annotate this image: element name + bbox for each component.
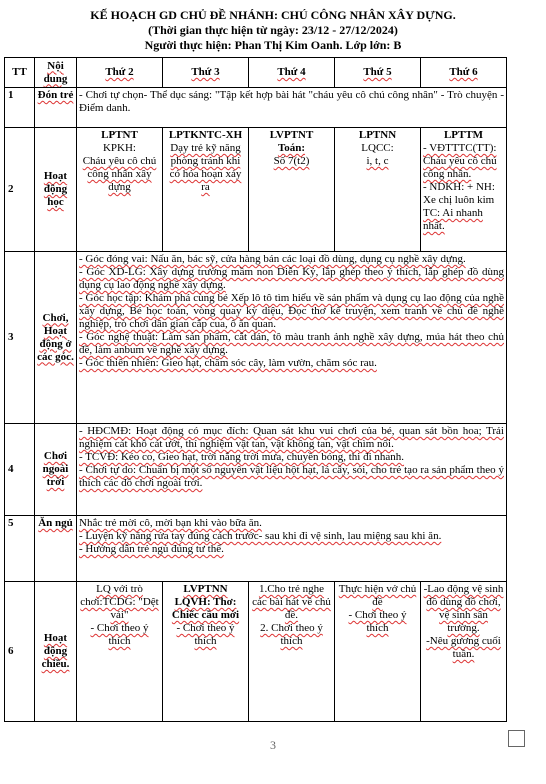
day-line: i, t, c: [366, 155, 389, 167]
row-item: - Luyện kỹ năng rửa tay đúng cách trước- sau khi đi vệ sinh, lau miệng sau khi ăn.: [79, 530, 442, 542]
header-tuesday: Thứ 3: [163, 58, 249, 88]
header-wednesday: Thứ 4: [249, 58, 335, 88]
row-content: [77, 252, 507, 424]
day-cell-tuesday: [163, 582, 249, 722]
day-line: LQCC:: [361, 142, 394, 154]
day-title: LPTNN: [358, 129, 397, 141]
row-category: Đón trẻ: [35, 88, 77, 128]
plan-table: [4, 57, 507, 722]
day-line: LVPTNN LQVH: Thơ: Chiếc cầu mới: [171, 583, 240, 621]
day-line: - Chơi theo ý thích: [90, 622, 149, 647]
plan-title: KẾ HOẠCH GD CHỦ ĐỀ NHÁNH: CHÚ CÔNG NHÂN XÂY DỰNG.: [90, 8, 456, 22]
header-content: Nội dung: [35, 58, 77, 88]
day-line: TC: Ai nhanh nhất.: [423, 207, 483, 232]
day-line: KPKH:: [102, 142, 136, 154]
day-cell-tuesday: [163, 128, 249, 252]
day-cell-monday: [77, 582, 163, 722]
day-line: Dạy trẻ kỹ năng phòng tránh khi có hỏa hoạn xảy ra: [169, 142, 242, 193]
row-text: - Chơi tự chọn- Thể dục sáng: "Tập kết hợp bài hát "cháu yêu cô chú công nhân" - Trò chuyện - Điểm danh.: [79, 89, 504, 114]
day-line: - Chơi theo ý thích: [176, 622, 235, 647]
row-number: 3: [5, 252, 35, 424]
row-content: [77, 88, 507, 128]
row-category: Chơi, Hoạt động ở các góc.: [35, 252, 77, 424]
row-number: 5: [5, 516, 35, 582]
day-cell-thursday: [335, 128, 421, 252]
day-title: LPTTM: [443, 129, 484, 141]
day-line: LQ với trò chơi:TCDG: "Dệt vải": [80, 583, 159, 621]
row-item: Nhắc trẻ mời cô, mời bạn khi vào bữa ăn.: [79, 517, 262, 529]
day-line: Số 7(t2): [273, 155, 310, 167]
corner-checkbox-icon: [508, 730, 525, 747]
row-item: - HĐCMĐ: Hoạt động có mục đích: Quan sát khu vui chơi của bé, quan sát bồn hoa; Trải nghiệm cát khô cát ướt, thí nghiệm vật tan, vật không tan, vật chìm nổi.: [79, 425, 504, 450]
row-item: - Góc nghệ thuật: Làm sản phẩm, cắt dán, tô màu tranh ảnh nghề xây dựng, múa hát theo chủ đề, làm anbum về nghề xây dựng.: [79, 331, 504, 356]
day-cell-friday: [421, 128, 507, 252]
day-title: LPTKNTC-XH: [168, 129, 243, 141]
table-row: [5, 252, 507, 424]
day-cell-thursday: [335, 582, 421, 722]
plan-teacher: Người thực hiện: Phan Thị Kim Oanh. Lớp lớn: B: [144, 38, 402, 52]
day-line: -Nêu gương cuối tuần.: [426, 635, 501, 660]
day-line: Thực hiện vở chủ đề: [338, 583, 417, 608]
row-category: Hoạt động chiều.: [35, 582, 77, 722]
row-item: - Hướng dẫn trẻ ngủ đúng tư thế.: [79, 543, 224, 555]
row-item: - Chơi tự do: Chuẩn bị một số nguyên vật liệu hột hạt, lá cây, sỏi, cho trẻ tạo ra sản phẩm theo ý thích các đồ chơi ngoài trời.: [79, 464, 504, 489]
page-header: [0, 8, 546, 53]
header-tt: TT: [5, 58, 35, 88]
row-item: - Góc đóng vai: Nấu ăn, bác sỹ, cửa hàng bán các loại đồ dùng, dụng cụ nghề xây dựng.: [79, 253, 466, 265]
day-line: 2. Chơi theo ý thích: [260, 622, 323, 647]
day-cell-monday: [77, 128, 163, 252]
day-line: - NDKH: + NH: Xe chị luôn kim: [423, 181, 495, 206]
day-line: 1.Cho trẻ nghe các bài hát về chủ đề.: [252, 583, 331, 621]
day-cell-wednesday: [249, 582, 335, 722]
plan-period: (Thời gian thực hiện từ ngày: 23/12 - 27/12/2024): [148, 23, 398, 37]
row-item: - Góc XD-LG: Xây dựng trường mầm non Diễn Kỷ, lắp ghép theo ý thích, lắp ghép đồ dùng dụng cụ lao động nghề xây dựng.: [79, 266, 504, 291]
row-category: Chơi ngoài trời: [35, 424, 77, 516]
table-row: [5, 128, 507, 252]
row-category: Ăn ngủ: [35, 516, 77, 582]
day-title: LVPTNT: [269, 129, 314, 141]
header-monday: Thứ 2: [77, 58, 163, 88]
header-friday: Thứ 6: [421, 58, 507, 88]
table-header-row: [5, 58, 507, 88]
table-row: [5, 516, 507, 582]
table-row: [5, 582, 507, 722]
row-category: Hoạt động học: [35, 128, 77, 252]
row-content: [77, 424, 507, 516]
day-line: - Chơi theo ý thích: [348, 609, 407, 634]
day-cell-wednesday: [249, 128, 335, 252]
row-number: 2: [5, 128, 35, 252]
row-number: 6: [5, 582, 35, 722]
page-number: 3: [270, 738, 276, 752]
header-thursday: Thứ 5: [335, 58, 421, 88]
row-number: 4: [5, 424, 35, 516]
day-line: -Lao động vệ sinh đồ dùng đồ chơi, vệ sinh sân trường.: [423, 583, 504, 634]
day-cell-friday: [421, 582, 507, 722]
row-item: - Góc học tập: Khám phá cùng bé Xếp lô tô tìm hiểu về sản phẩm và dụng cụ lao động của nghề xây dựng, Bé học toán, vòng quay kỳ diệu, Đọc thơ kể truyện, xem tranh về chủ đề nghề nghiệp, trò chơi dân gian cắp cua, ô ăn quan.: [79, 292, 504, 330]
day-title: LPTNT: [101, 129, 138, 141]
row-item: - TCVĐ: Kéo co, Gieo hạt, trời nắng trời mưa, chuyền bóng, thi đi nhanh.: [79, 451, 405, 463]
table-row: [5, 424, 507, 516]
day-line: Toán:: [277, 142, 306, 154]
day-line: Cháu yêu cô chú công nhân xây dựng: [82, 155, 157, 193]
row-item: - Góc thiên nhiên: Gieo hạt, chăm sóc cây, làm vườn, chăm sóc rau.: [79, 357, 377, 369]
row-content: [77, 516, 507, 582]
day-line: - VĐTTTC(TT): Cháu yêu cô chú công nhân.: [423, 142, 497, 180]
table-row: [5, 88, 507, 128]
row-number: 1: [5, 88, 35, 128]
